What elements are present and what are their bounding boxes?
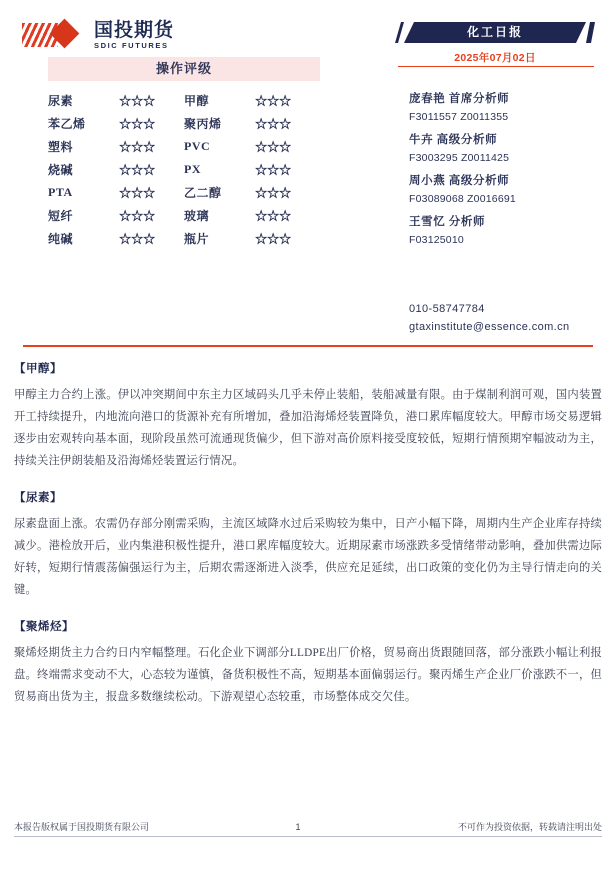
rating-stars: ☆☆☆ <box>255 163 292 177</box>
analyst-name-title: 庞春艳 首席分析师 <box>409 93 510 105</box>
section-heading: 【甲醇】 <box>14 363 62 375</box>
rating-stars: ☆☆☆ <box>119 186 156 200</box>
date-divider <box>398 66 594 67</box>
rating-commodity-name: 尿素 <box>48 94 74 108</box>
rating-commodity-name: 玻璃 <box>183 209 209 223</box>
rating-stars: ☆☆☆ <box>119 232 156 246</box>
rating-stars: ☆☆☆ <box>255 186 292 200</box>
section-heading: 【聚烯烃】 <box>14 621 74 634</box>
analyst-license-ids: F03125010 <box>409 234 464 246</box>
rating-commodity-name: 烧碱 <box>48 163 74 177</box>
rating-stars: ☆☆☆ <box>255 209 292 223</box>
report-header <box>0 0 615 340</box>
contact-email[interactable]: gtaxinstitute@essence.com.cn <box>409 321 570 333</box>
rating-commodity-name: 短纤 <box>48 209 74 223</box>
rating-commodity-name: 乙二醇 <box>183 186 222 200</box>
section-methanol <box>14 360 602 472</box>
section-polyolefin <box>14 618 602 708</box>
analyst-license-ids: F3011557 Z0011355 <box>409 111 509 123</box>
logo-company-name-cn: 国投期货 <box>94 19 175 41</box>
company-logo <box>22 18 174 52</box>
rating-commodity-name: 聚丙烯 <box>183 117 222 131</box>
section-paragraph: 尿素盘面上涨。农需仍存部分刚需采购，主流区域降水过后采购较为集中，日产小幅下降，周期内生产企业库存持续减少。港检放开后，业内集港积极性提升，港口累库幅度较大。近期尿素市场涨跌多受情绪带动影响，叠加供需边际好转，短期行情震荡偏强运行为主，后期农需逐渐进入淡季，供应充足延续，出口政策的变化仍为主导行情走向的关键。 <box>14 518 602 597</box>
report-body <box>14 360 602 725</box>
rating-stars: ☆☆☆ <box>255 94 292 108</box>
rating-commodity-name: 甲醇 <box>183 94 209 108</box>
table-row <box>48 135 320 158</box>
footer-page-number: 1 <box>295 821 301 832</box>
header-divider <box>23 345 593 347</box>
rating-stars: ☆☆☆ <box>255 232 292 246</box>
rating-stars: ☆☆☆ <box>119 163 156 177</box>
section-paragraph: 聚烯烃期货主力合约日内窄幅整理。石化企业下调部分LLDPE出厂价格，贸易商出货跟随回落，部分涨跌小幅让利报盘。终端需求变动不大，心态较为谨慎，备货积极性不高，短期基本面偏弱运行。聚丙烯生产企业厂价涨跌不一，但贸易商出货为主，报盘多数继续松动。下游观望心态较重，市场整体成交欠佳。 <box>14 647 602 704</box>
table-row <box>48 89 320 112</box>
table-row <box>48 158 320 181</box>
rating-commodity-name: PTA <box>48 185 73 199</box>
table-row <box>48 227 320 250</box>
operation-rating-panel <box>48 57 320 250</box>
logo-diamond-icon <box>22 20 88 50</box>
rating-stars: ☆☆☆ <box>119 209 156 223</box>
analyst-entry <box>409 131 609 164</box>
report-type-banner <box>404 22 586 43</box>
rating-commodity-name: PVC <box>183 139 211 153</box>
report-date: 2025年07月02日 <box>454 52 536 64</box>
rating-stars: ☆☆☆ <box>119 117 156 131</box>
banner-left-tick-icon <box>395 22 404 43</box>
section-paragraph: 甲醇主力合约上涨。伊以冲突期间中东主力区域码头几乎未停止装船，装船减量有限。由于煤制利润可观，国内装置开工持续提升，内地流向港口的货源补充有所增加，叠加沿海烯烃装置降负，港口累库幅度较大。甲醇市场交易逻辑逐步由宏观转向基本面，现阶段虽然可流通现货偏少，但下游对高价原料接受度较低，短期行情预期窄幅波动为主，持续关注伊朗装船及沿海烯烃装置运行情况。 <box>14 389 602 468</box>
operation-rating-table <box>48 89 320 250</box>
rating-stars: ☆☆☆ <box>255 117 292 131</box>
analyst-license-ids: F03089068 Z0016691 <box>409 193 516 205</box>
analyst-entry <box>409 172 609 205</box>
rating-commodity-name: 塑料 <box>48 140 74 154</box>
rating-commodity-name: 纯碱 <box>48 232 74 246</box>
operation-rating-title: 操作评级 <box>48 57 320 81</box>
analyst-entry <box>409 213 609 246</box>
banner-right-tick-icon <box>586 22 595 43</box>
table-row <box>48 112 320 135</box>
section-urea <box>14 489 602 601</box>
rating-commodity-name: PX <box>183 162 201 176</box>
rating-stars: ☆☆☆ <box>119 94 156 108</box>
logo-company-name-en: SDIC FUTURES <box>94 40 169 50</box>
analyst-entry <box>409 90 609 123</box>
section-heading: 【尿素】 <box>14 492 62 505</box>
report-title: 化工日报 <box>466 25 523 39</box>
page-footer <box>14 820 602 833</box>
logo-text <box>94 21 174 50</box>
footer-divider <box>14 836 602 837</box>
analyst-list <box>409 90 609 254</box>
rating-stars: ☆☆☆ <box>119 140 156 154</box>
table-row <box>48 204 320 227</box>
table-row <box>48 181 320 204</box>
analyst-name-title: 王雪忆 分析师 <box>409 216 486 228</box>
analyst-name-title: 牛卉 高级分析师 <box>409 134 498 146</box>
rating-commodity-name: 苯乙烯 <box>48 117 86 131</box>
footer-disclaimer: 不可作为投资依据，转载请注明出处 <box>457 822 602 832</box>
rating-stars: ☆☆☆ <box>255 140 292 154</box>
rating-commodity-name: 瓶片 <box>183 232 209 246</box>
contact-block <box>409 303 615 339</box>
analyst-license-ids: F3003295 Z0011425 <box>409 152 510 164</box>
footer-copyright: 本报告版权属于国投期货有限公司 <box>14 822 150 832</box>
contact-phone: 010-58747784 <box>409 303 485 315</box>
analyst-name-title: 周小燕 高级分析师 <box>409 175 510 187</box>
